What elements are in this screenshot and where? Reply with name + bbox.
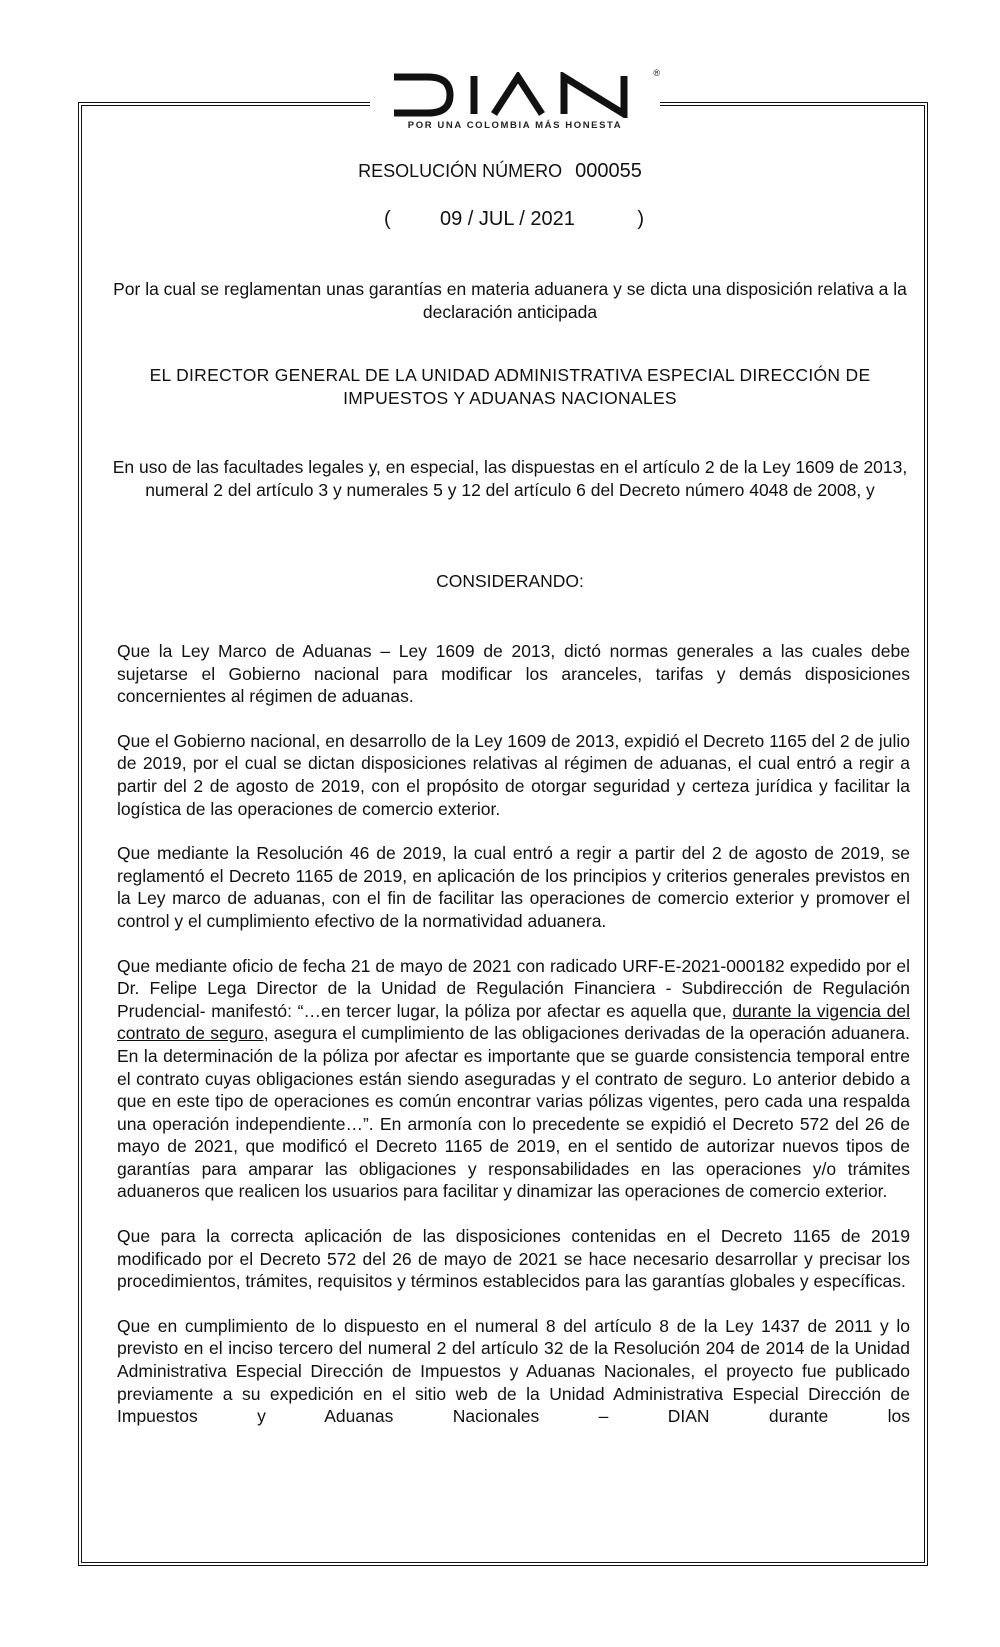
paragraph: Que para la correcta aplicación de las disposiciones contenidas en el Decreto 1165 de 2019 modificado por el Decreto 572 del 26 de mayo de 2021 se hace necesario desarrollar y precisar los procedimientos, trámites, requisitos y términos establecidos para las garantías globales y específicas.: [117, 1226, 910, 1292]
paragraph: Que mediante la Resolución 46 de 2019, la cual entró a regir a partir del 2 de agosto de 2019, se reglamentó el Decreto 1165 de 2019, en aplicación de los principios y criterios generales previstos en la Ley marco de aduanas, con el fin de facilitar las operaciones de comercio exterior y promover el control y el cumplimiento efectivo de la normatividad aduanera.: [117, 843, 910, 931]
date-paren-close: ): [637, 208, 644, 230]
paragraph: Que la Ley Marco de Aduanas – Ley 1609 de 2013, dictó normas generales a las cuales debe sujetarse el Gobierno nacional para modificar los aranceles, tarifas y demás disposiciones concernientes al régimen de aduanas.: [117, 641, 910, 707]
date-paren-open: (: [384, 208, 391, 230]
director-heading: EL DIRECTOR GENERAL DE LA UNIDAD ADMINISTRATIVA ESPECIAL DIRECCIÓN DE IMPUESTOS Y ADUANAS NACIONALES: [149, 365, 871, 408]
dian-logo-mark: [390, 72, 640, 118]
legal-powers-statement: En uso de las facultades legales y, en especial, las dispuestas en el artículo 2 de la Ley 1609 de 2013, numeral 2 del artículo 3 y numerales 5 y 12 del artículo 6 del Decreto número 4048 de 2008, y: [112, 457, 908, 500]
registered-mark: ®: [653, 68, 660, 78]
paragraph-text: Que mediante oficio de fecha 21 de mayo de 2021 con radicado URF-E-2021-000182 expedido por el Dr. Felipe Lega Director de la Unidad de Regulación Financiera - Subdirección de Regulación Prudencial- manifestó: “…en tercer lugar, la póliza por afectar es aquella que,: [117, 955, 910, 1021]
resolution-date: 09 / JUL / 2021: [440, 208, 575, 230]
paragraph: Que el Gobierno nacional, en desarrollo de la Ley 1609 de 2013, expidió el Decreto 1165 del 2 de julio de 2019, por el cual se dictan disposiciones relativas al régimen de aduanas, el cual entró a regir a partir del 2 de agosto de 2019, con el propósito de otorgar seguridad y certeza jurídica y facilitar la logística de las operaciones de comercio exterior.: [117, 730, 910, 819]
underlined-text: durante la vigencia del contrato de seguro,: [117, 1000, 910, 1044]
dian-logo: [370, 66, 660, 146]
considerations-body: [117, 640, 910, 1428]
paragraph: Que en cumplimiento de lo dispuesto en el numeral 8 del artículo 8 de la Ley 1437 de 2011 y lo previsto en el inciso tercero del numeral 2 del artículo 32 de la Resolución 204 de 2014 de la Unidad Administrativa Especial Dirección de Impuestos y Aduanas Nacionales, el proyecto fue publicado previamente a su expedición en el sitio web de la Unidad Administrativa Especial Dirección de Impuestos y Aduanas Nacionales – DIAN durante los: [117, 1315, 910, 1427]
logo-tagline: POR UNA COLOMBIA MÁS HONESTA: [407, 120, 623, 131]
paragraph-text: asegura el cumplimiento de las obligaciones derivadas de la operación aduanera. En la determinación de la póliza por afectar es importante que se guarde consistencia temporal entre el contrato cuyas obligaciones están siendo aseguradas y el contrato de seguro. Lo anterior debido a que en este tipo de operaciones es común encontrar varias pólizas vigentes, pero cada una respalda una operación independiente…”. En armonía con lo precedente se expidió el Decreto 572 del 26 de mayo de 2021, que modificó el Decreto 1165 de 2019, en el sentido de autorizar nuevos tipos de garantías para amparar las obligaciones y responsabilidades en las operaciones y/o trámites aduaneros que realicen los usuarios para facilitar y dinamizar las operaciones de comercio exterior.: [117, 1023, 910, 1202]
resolution-label: RESOLUCIÓN NÚMERO: [358, 161, 563, 181]
paragraph: [117, 955, 910, 1204]
considerando-heading: CONSIDERANDO:: [436, 571, 584, 591]
resolution-number: 000055: [575, 160, 642, 182]
resolution-subject: Por la cual se reglamentan unas garantías en materia aduanera y se dicta una disposición relativa a la declaración anticipada: [113, 279, 907, 322]
resolution-number-line: [0, 160, 1000, 183]
